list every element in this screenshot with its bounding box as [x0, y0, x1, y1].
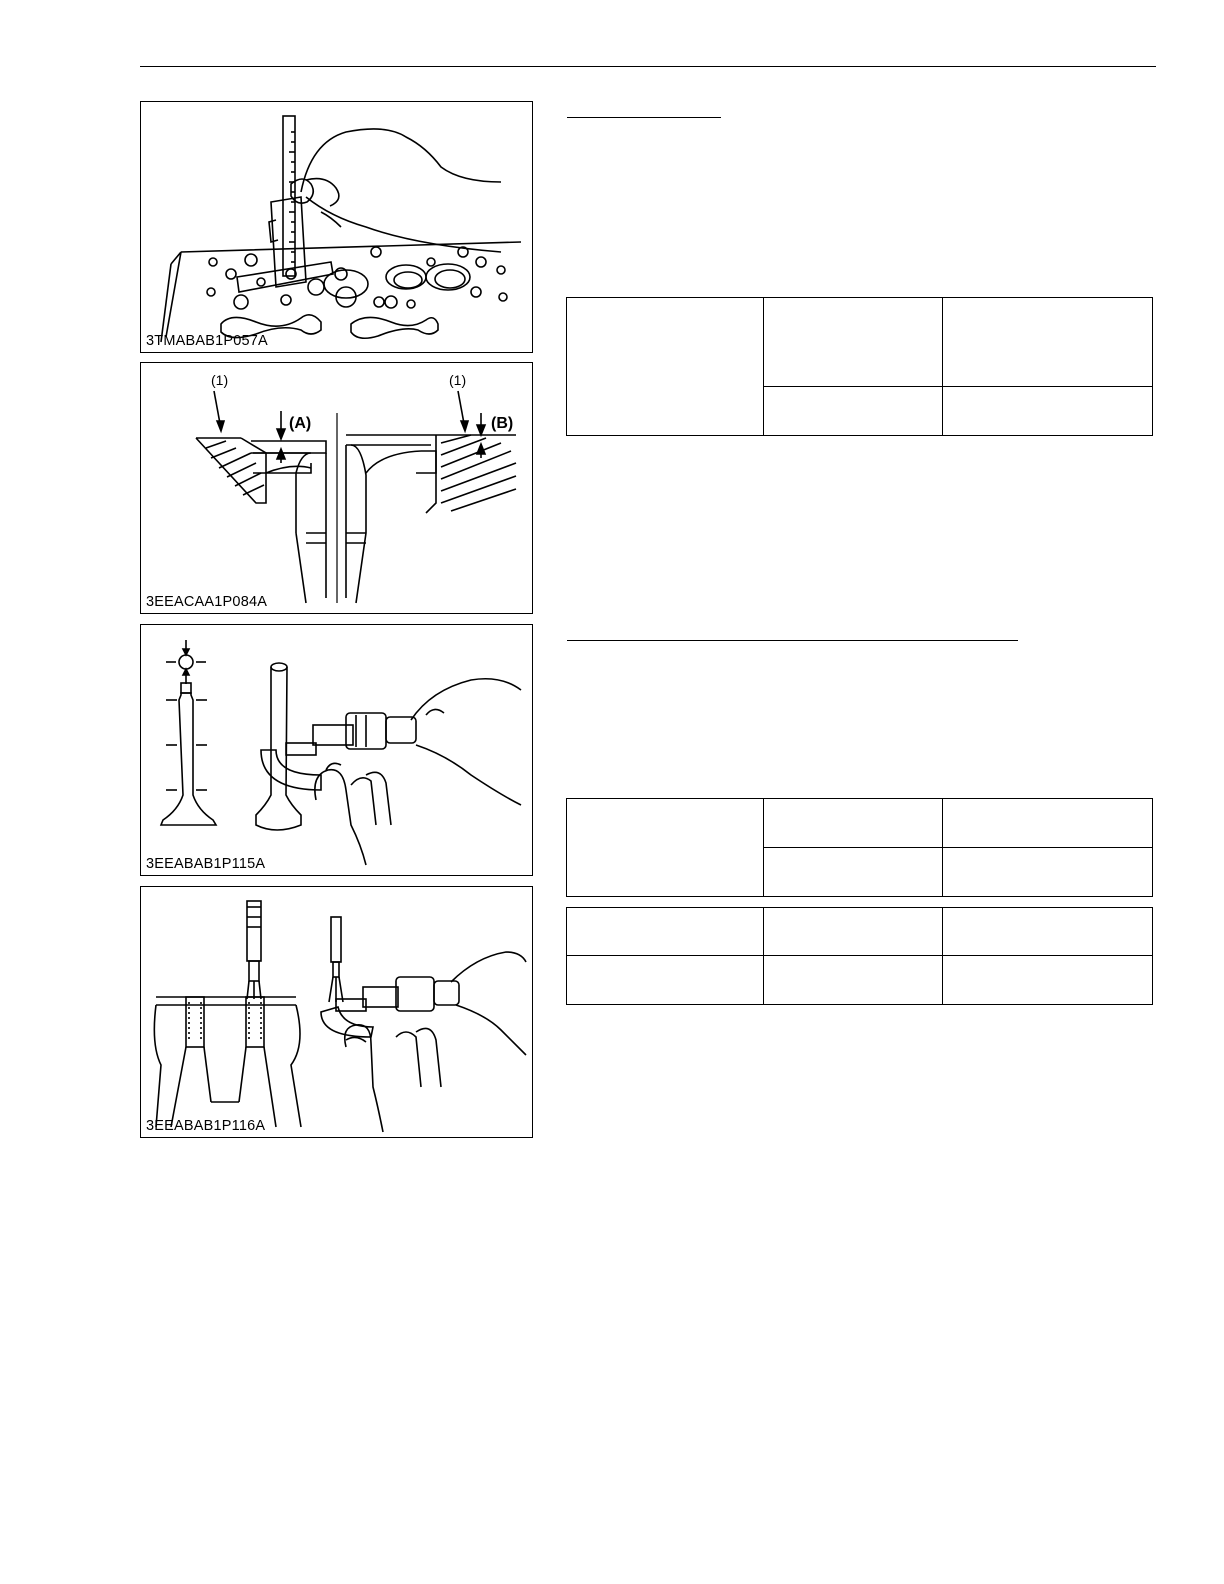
section-heading-underline-1 — [567, 117, 721, 118]
figure-valve-stem-micrometer — [140, 624, 533, 876]
spec-table-valve-recessing — [566, 297, 1153, 436]
figure-valve-guide — [140, 886, 533, 1138]
table-cell — [567, 956, 764, 1005]
valve-stem-micrometer-illustration — [141, 625, 533, 876]
table-cell — [943, 298, 1153, 387]
table-cell — [764, 848, 943, 897]
figure-valve-recessing — [140, 362, 533, 614]
figure-caption: 3EEABAB1P115A — [146, 856, 266, 872]
table-cell — [567, 799, 764, 897]
label-1-right: (1) — [449, 372, 467, 388]
label-a: (A) — [289, 415, 312, 432]
figure-caption: 3EEACAA1P084A — [146, 594, 268, 610]
table-cell — [764, 956, 943, 1005]
table-cell — [764, 799, 943, 848]
table-cell — [943, 956, 1153, 1005]
table-cell — [943, 848, 1153, 897]
header-rule — [140, 66, 1156, 67]
table-cell — [943, 387, 1153, 436]
table-cell — [764, 908, 943, 956]
spec-table-clearance — [566, 798, 1153, 897]
figure-caption: 3EEABAB1P116A — [146, 1118, 266, 1134]
table-cell — [943, 799, 1153, 848]
figure-depth-gauge — [140, 101, 533, 353]
table-cell — [567, 298, 764, 436]
table-cell — [764, 387, 943, 436]
spec-table-dimensions — [566, 907, 1153, 1005]
table-cell — [943, 908, 1153, 956]
table-cell — [567, 908, 764, 956]
valve-recessing-diagram — [141, 363, 533, 614]
section-heading-underline-2 — [567, 640, 1018, 641]
figure-caption: 3TMABAB1P057A — [146, 333, 268, 349]
label-1-left: (1) — [211, 372, 229, 388]
depth-gauge-illustration — [141, 102, 533, 353]
table-cell — [764, 298, 943, 387]
label-b: (B) — [491, 415, 514, 432]
valve-guide-illustration — [141, 887, 533, 1138]
